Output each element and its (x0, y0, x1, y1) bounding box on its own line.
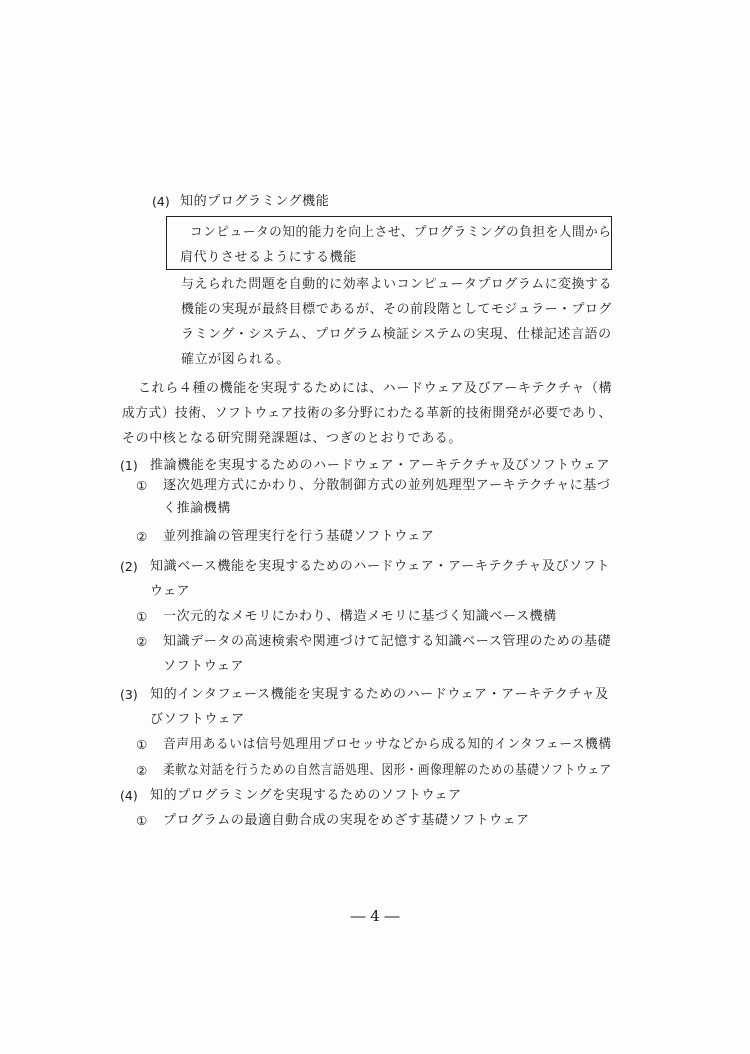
item-number: ② (136, 763, 148, 778)
item-text: 並列推論の管理実行を行う基礎ソフトウェア (163, 529, 435, 544)
header-item-number: (4) (152, 194, 170, 209)
item-number: ② (136, 634, 148, 649)
item-number: ① (136, 737, 148, 752)
section-title: ウェア (150, 584, 191, 599)
item-text: 一次元的なメモリにかわり、構造メモリに基づく知識ベース機構 (163, 609, 557, 624)
section-number: (1) (120, 458, 138, 473)
explanation-line: ラミング・システム、プログラム検証システムの実現、仕様記述言語の (181, 327, 612, 342)
section-number: (3) (120, 687, 138, 702)
item-text: 逐次処理方式にかわり、分散制御方式の並列処理型アーキテクチャに基づ (163, 478, 611, 493)
definition-line: コンピュータの知的能力を向上させ、プログラミングの負担を人間から (190, 225, 612, 240)
section-title: 推論機能を実現するためのハードウェア・アーキテクチャ及びソフトウェア (150, 458, 611, 473)
item-text: プログラムの最適自動合成の実現をめざす基礎ソフトウェア (163, 813, 530, 828)
intro-line: 成方式）技術、ソフトウェア技術の多分野にわたる革新的技術開発が必要であり、 (122, 406, 612, 421)
item-text: 知識データの高速検索や関連づけて記憶する知識ベース管理のための基礎 (163, 634, 612, 649)
item-text: く推論機構 (163, 501, 232, 516)
section-number: (4) (120, 788, 138, 803)
section-title: 知識ベース機能を実現するためのハードウェア・アーキテクチャ及びソフト (150, 559, 610, 574)
section-title: びソフトウェア (150, 712, 245, 727)
item-text: ソフトウェア (163, 659, 245, 674)
item-text: 音声用あるいは信号処理用プロセッサなどから成る知的インタフェース機構 (163, 737, 612, 752)
item-number: ② (136, 529, 148, 544)
intro-line: その中核となる研究開発課題は、つぎのとおりである。 (122, 431, 463, 446)
item-text: 柔軟な対話を行うための自然言語処理、図形・画像理解のための基礎ソフトウェア (163, 763, 612, 778)
section-title: 知的プログラミングを実現するためのソフトウェア (150, 788, 462, 803)
intro-line: これら４種の機能を実現するためには、ハードウェア及びアーキテクチャ（構 (138, 381, 613, 396)
definition-line: 肩代りさせるようにする機能 (180, 250, 357, 265)
explanation-line: 機能の実現が最終目標であるが、その前段階としてモジュラー・プログ (181, 302, 612, 317)
section-title: 知的インタフェース機能を実現するためのハードウェア・アーキテクチャ及 (150, 687, 609, 702)
item-number: ① (136, 478, 148, 493)
header-item-title: 知的プログラミング機能 (180, 194, 330, 209)
item-number: ① (136, 813, 148, 828)
item-number: ① (136, 609, 148, 624)
page-number: ― 4 ― (350, 907, 400, 925)
section-number: (2) (120, 559, 138, 574)
explanation-line: 確立が図られる。 (181, 352, 290, 367)
explanation-line: 与えられた問題を自動的に効率よいコンピュータプログラムに変換する (181, 277, 613, 292)
